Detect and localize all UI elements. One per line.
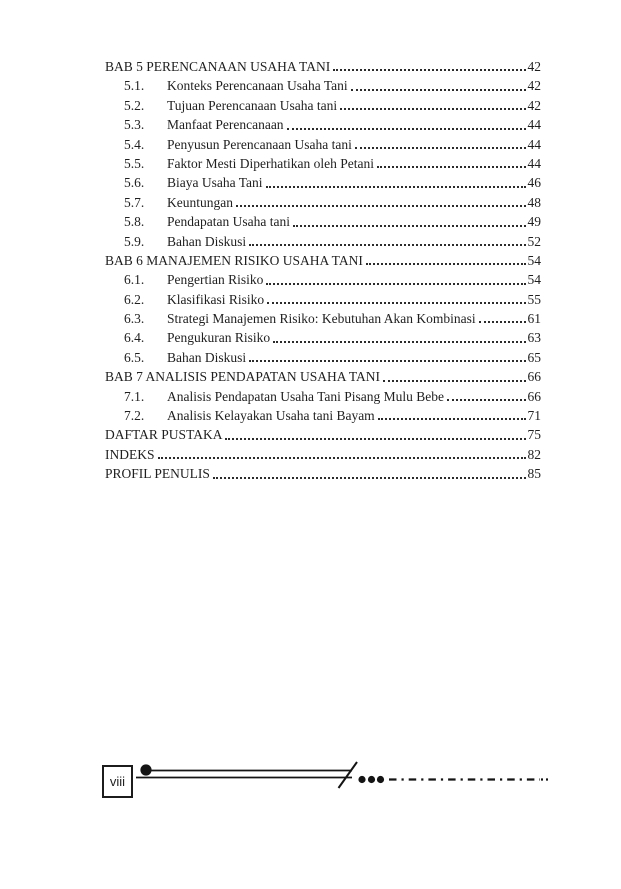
toc-leader-dots (479, 321, 526, 323)
toc-entry-label: Analisis Pendapatan Usaha Tani Pisang Mulu Bebe (167, 388, 445, 404)
toc-entry-number: 5.6. (124, 175, 145, 191)
toc-entry-label: Strategi Manajemen Risiko: Kebutuhan Akan Kombinasi (167, 311, 476, 327)
page-number-label: viii (109, 774, 126, 789)
toc-entry-page-number: 42 (527, 59, 541, 74)
toc-entry-label: Konteks Perencanaan Usaha Tani (167, 78, 348, 94)
toc-row (105, 406, 541, 425)
toc-row (105, 290, 541, 309)
toc-entry-label: Pengertian Risiko (167, 272, 264, 288)
toc-entry-label: Tujuan Perencanaan Usaha tani (167, 97, 338, 113)
toc-entry-page-number: 42 (527, 97, 541, 113)
toc-leader-dots (377, 166, 526, 168)
toc-entry-label: Bahan Diskusi (167, 349, 247, 365)
toc-entry-label: BAB 6 MANAJEMEN RISIKO USAHA TANI (105, 252, 363, 268)
toc-row (105, 445, 541, 464)
toc-entry-label: Keuntungan (167, 194, 233, 210)
toc-row (105, 193, 541, 212)
toc-leader-dots (383, 380, 525, 382)
toc-entry-label: Biaya Usaha Tani (167, 175, 263, 191)
toc-row (105, 57, 541, 76)
toc-entry-page-number: 54 (527, 272, 541, 288)
toc-entry-number: 7.1. (124, 388, 145, 404)
toc-leader-dots (225, 438, 525, 440)
toc-leader-dots (236, 205, 526, 207)
toc-entry-page-number: 48 (527, 194, 541, 210)
toc-leader-dots (273, 341, 525, 343)
toc-entry-number: 6.4. (124, 330, 145, 346)
toc-leader-dots (266, 283, 525, 285)
toc-row (105, 309, 541, 328)
toc-entry-page-number: 75 (527, 427, 541, 443)
toc-leader-dots (355, 147, 526, 149)
toc-entry-number: 6.5. (124, 349, 145, 365)
toc-entry-page-number: 49 (527, 214, 541, 230)
toc-leader-dots (378, 418, 526, 420)
toc-row (105, 464, 541, 483)
toc-entry-page-number: 42 (527, 78, 541, 94)
toc-row (105, 251, 541, 270)
toc-entry-page-number: 66 (527, 388, 541, 404)
toc-row (105, 367, 541, 386)
toc-leader-dots (266, 186, 526, 188)
table-of-contents (105, 57, 541, 484)
toc-row (105, 270, 541, 289)
toc-leader-dots (249, 360, 525, 362)
toc-entry-label: Faktor Mesti Diperhatikan oleh Petani (167, 155, 374, 171)
toc-leader-dots (158, 457, 526, 459)
toc-entry-label: DAFTAR PUSTAKA (105, 427, 223, 443)
toc-entry-number: 5.2. (124, 97, 145, 113)
toc-entry-number: 5.7. (124, 194, 145, 210)
toc-leader-dots (249, 244, 525, 246)
toc-entry-page-number: 44 (527, 136, 541, 152)
dot-icon (377, 776, 384, 783)
toc-entry-page-number: 44 (527, 117, 541, 133)
toc-entry-label: Manfaat Perencanaan (167, 117, 284, 133)
toc-leader-dots (213, 477, 526, 479)
toc-leader-dots (366, 263, 526, 265)
toc-entry-page-number: 55 (527, 291, 541, 307)
slash-mark-icon (339, 762, 358, 788)
toc-entry-label: PROFIL PENULIS (105, 466, 210, 482)
toc-entry-page-number: 54 (527, 252, 541, 268)
toc-entry-number: 5.8. (124, 214, 145, 230)
toc-row (105, 154, 541, 173)
dot-icon (358, 776, 365, 783)
toc-entry-label: Bahan Diskusi (167, 233, 247, 249)
toc-entry-label: Klasifikasi Risiko (167, 291, 265, 307)
toc-entry-page-number: 61 (527, 311, 541, 327)
toc-entry-page-number: 82 (527, 446, 541, 462)
toc-entry-number: 5.1. (124, 78, 145, 94)
toc-entry-number: 6.2. (124, 291, 145, 307)
toc-entry-number: 6.1. (124, 272, 145, 288)
toc-entry-page-number: 63 (527, 330, 541, 346)
toc-row (105, 135, 541, 154)
toc-entry-page-number: 71 (527, 408, 541, 424)
toc-leader-dots (351, 89, 526, 91)
toc-entry-number: 7.2. (124, 408, 145, 424)
toc-row (105, 387, 541, 406)
toc-entry-label: Pengukuran Risiko (167, 330, 271, 346)
toc-entry-label: BAB 7 ANALISIS PENDAPATAN USAHA TANI (105, 369, 381, 385)
toc-leader-dots (340, 108, 525, 110)
toc-entry-page-number: 52 (527, 233, 541, 249)
toc-row (105, 348, 541, 367)
toc-row (105, 173, 541, 192)
toc-entry-number: 5.9. (124, 233, 145, 249)
toc-row (105, 328, 541, 347)
toc-leader-dots (293, 225, 526, 227)
dot-icon (368, 776, 375, 783)
toc-entry-number: 5.3. (124, 117, 145, 133)
toc-entry-number: 5.5. (124, 155, 145, 171)
toc-row (105, 96, 541, 115)
toc-row (105, 115, 541, 134)
toc-entry-page-number: 44 (527, 155, 541, 171)
footer-ornament (0, 753, 621, 795)
toc-row (105, 425, 541, 444)
toc-entry-label: Pendapatan Usaha tani (167, 214, 290, 230)
toc-leader-dots (333, 69, 525, 71)
toc-entry-page-number: 66 (527, 369, 541, 385)
toc-row (105, 212, 541, 231)
toc-entry-page-number: 46 (527, 175, 541, 191)
toc-leader-dots (267, 302, 525, 304)
toc-leader-dots (447, 399, 525, 401)
toc-entry-number: 6.3. (124, 311, 145, 327)
toc-row (105, 76, 541, 95)
toc-entry-label: Analisis Kelayakan Usaha tani Bayam (167, 408, 375, 424)
toc-entry-label: INDEKS (105, 446, 155, 462)
toc-entry-label: BAB 5 PERENCANAAN USAHA TANI (105, 59, 331, 74)
toc-entry-number: 5.4. (124, 136, 145, 152)
toc-entry-page-number: 85 (527, 466, 541, 482)
toc-entry-label: Penyusun Perencanaan Usaha tani (167, 136, 352, 152)
toc-leader-dots (287, 128, 526, 130)
toc-entry-page-number: 65 (527, 349, 541, 365)
toc-row (105, 232, 541, 251)
